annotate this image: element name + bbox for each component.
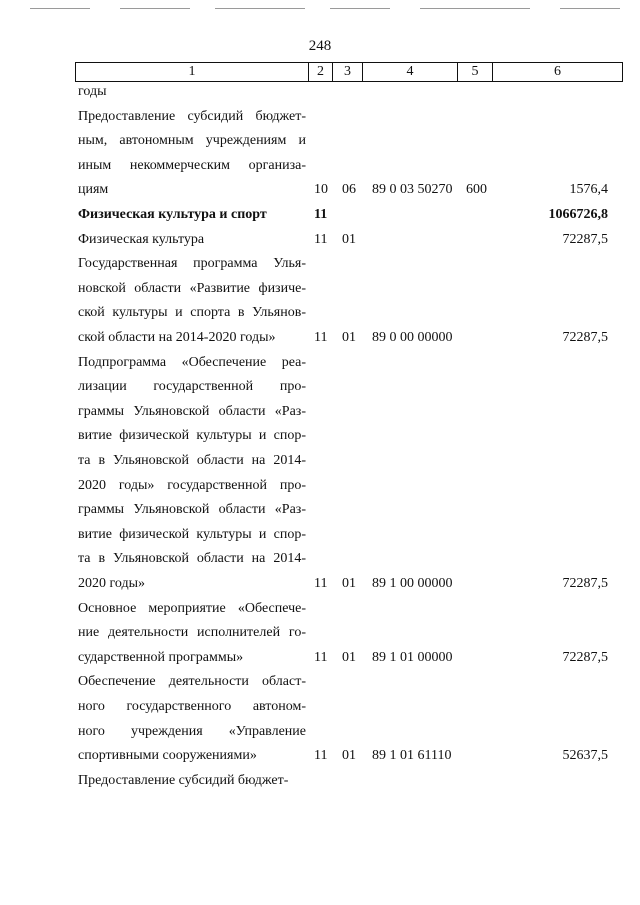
page-number: 248: [308, 38, 332, 54]
cell-c3: 01: [342, 329, 356, 345]
header-col-6: 6: [554, 64, 561, 79]
description-line: Обеспечение деятельности област-: [78, 674, 306, 690]
cell-c3: 01: [342, 576, 356, 591]
description-line: граммы Ульяновской области «Раз-: [78, 403, 306, 419]
cell-c6: 72287,5: [562, 329, 608, 345]
description-line: Подпрограмма «Обеспечение реа-: [78, 354, 306, 370]
description-line: Государственная программа Улья-: [78, 256, 306, 272]
cell-c4: 89 1 01 61110: [372, 748, 452, 764]
table-row: [78, 203, 608, 228]
description-line: 2020 годы» государственной про-: [78, 477, 306, 493]
scan-artifact: [420, 8, 530, 9]
cell-c2: 11: [314, 329, 328, 345]
description-line: Физическая культура и спорт: [78, 207, 267, 222]
cell-c4: 89 1 00 00000: [372, 576, 453, 591]
description-line: ного учреждения «Управление: [78, 723, 306, 739]
cell-c2: 11: [314, 748, 328, 764]
column-number-header: [75, 62, 623, 82]
description-line: Физическая культура: [78, 231, 205, 247]
row-description: [78, 203, 306, 228]
header-col-3: 3: [333, 63, 363, 81]
description-line: ным, автономным учреждениям и: [78, 133, 306, 149]
row-description: [78, 597, 306, 671]
cell-c3: 01: [342, 231, 356, 247]
cell-c4: 89 0 03 50270: [372, 182, 453, 198]
scan-artifact: [330, 8, 390, 9]
cell-c4: 89 0 00 00000: [372, 329, 453, 345]
table-row: [78, 597, 608, 671]
cell-c3: 01: [342, 649, 356, 665]
cell-c6: 72287,5: [562, 649, 608, 665]
cell-c2: 10: [314, 182, 328, 198]
description-line: ного государственного автоном-: [78, 698, 306, 714]
cell-c6: 72287,5: [562, 231, 608, 247]
row-description: [78, 80, 306, 105]
table-row: [78, 228, 608, 253]
cell-c2: 11: [314, 576, 328, 591]
description-line: спортивными сооружениями»: [78, 748, 257, 764]
table-row: [78, 769, 608, 794]
table-row: [78, 670, 608, 768]
description-line: сударственной программы»: [78, 649, 244, 665]
row-description: [78, 769, 306, 794]
cell-c2: 11: [314, 649, 328, 665]
scan-artifact: [30, 8, 90, 9]
cell-c6: 52637,5: [562, 748, 608, 764]
header-col-5: 5: [458, 63, 493, 81]
cell-c2: 11: [314, 231, 328, 247]
table-row: [78, 351, 608, 597]
description-line: 2020 годы»: [78, 575, 146, 591]
row-description: [78, 252, 306, 350]
cell-c3: 06: [342, 182, 356, 198]
description-line: та в Ульяновской области на 2014-: [78, 551, 306, 567]
header-col-4: 4: [363, 63, 458, 81]
description-line: граммы Ульяновской области «Раз-: [78, 502, 306, 518]
table-row: [78, 80, 608, 105]
cell-c4: 89 1 01 00000: [372, 649, 453, 665]
scan-artifact: [215, 8, 305, 9]
row-description: [78, 670, 306, 768]
description-line: Предоставление субсидий бюджет-: [78, 772, 289, 788]
header-col-2: 2: [309, 63, 333, 81]
scan-artifact: [560, 8, 620, 9]
cell-c3: 01: [342, 748, 356, 764]
cell-c2: 11: [314, 207, 328, 222]
description-line: витие физической культуры и спор-: [78, 526, 306, 542]
description-line: лизации государственной про-: [78, 379, 306, 395]
row-description: [78, 105, 306, 203]
description-line: ской области на 2014-2020 годы»: [78, 329, 276, 345]
cell-c5: 600: [466, 182, 487, 198]
description-line: иным некоммерческим организа-: [78, 157, 306, 173]
description-line: годы: [78, 84, 107, 99]
cell-c6: 1066726,8: [548, 207, 608, 222]
scan-artifact: [120, 8, 190, 9]
description-line: циям: [78, 182, 109, 198]
description-line: новской области «Развитие физиче-: [78, 280, 306, 296]
row-description: [78, 228, 306, 253]
table-row: [78, 105, 608, 203]
header-col-1: 1: [76, 63, 309, 81]
description-line: витие физической культуры и спор-: [78, 428, 306, 444]
description-line: та в Ульяновской области на 2014-: [78, 452, 306, 468]
row-description: [78, 351, 306, 597]
cell-c6: 1576,4: [569, 182, 608, 198]
description-line: ние деятельности исполнителей го-: [78, 625, 306, 641]
cell-c6: 72287,5: [562, 576, 608, 591]
description-line: Основное мероприятие «Обеспече-: [78, 600, 306, 616]
description-line: ской культуры и спорта в Ульянов-: [78, 305, 306, 321]
table-row: [78, 252, 608, 350]
description-line: Предоставление субсидий бюджет-: [78, 108, 306, 124]
